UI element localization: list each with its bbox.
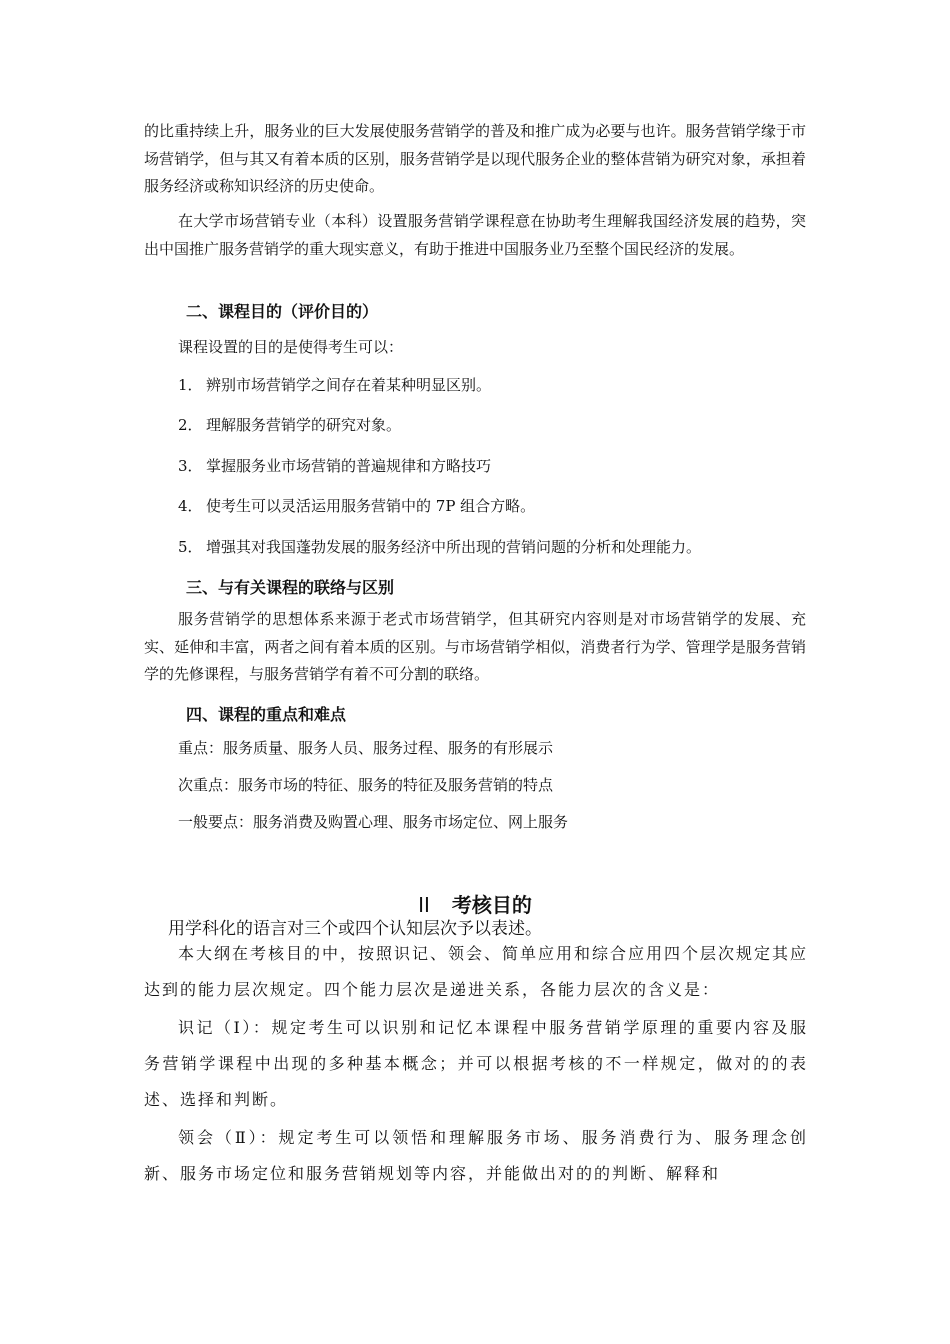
- list-item-text: 使考生可以灵活运用服务营销中的 7P 组合方略。: [206, 497, 536, 515]
- section-4-secondary-points: 次重点：服务市场的特征、服务的特征及服务营销的特点: [178, 776, 554, 794]
- section-2-heading: 二、课程目的（评价目的）: [186, 302, 379, 321]
- section-3-paragraph: 服务营销学的思想体系来源于老式市场营销学，但其研究内容则是对市场营销学的发展、充实、延伸和丰富，两者之间有着本质的区别。与市场营销学相似，消费者行为学、管理学是服务营销学的先修课程，与服务营销学有着不可分割的联络。: [144, 610, 806, 683]
- list-item-text: 理解服务营销学的研究对象。: [206, 416, 402, 434]
- list-item: [178, 495, 535, 517]
- part-2-title: [0, 892, 950, 918]
- section-3-heading: 三、与有关课程的联络与区别: [186, 578, 395, 597]
- list-item: [178, 414, 401, 436]
- list-item-text: 掌握服务业市场营销的普遍规律和方略技巧: [206, 457, 492, 475]
- part-2-lead: 用学科化的语言对三个或四个认知层次予以表述。: [168, 919, 542, 939]
- list-item-number: 3．: [178, 457, 203, 475]
- section-4-general-points: 一般要点：服务消费及购置心理、服务市场定位、网上服务: [178, 813, 569, 831]
- list-item-number: 5．: [178, 538, 203, 556]
- part-2-paragraph-1: 本大纲在考核目的中，按照识记、领会、简单应用和综合应用四个层次规定其应达到的能力层次规定。四个能力层次是递进关系，各能力层次的含义是：: [144, 944, 809, 999]
- part-2-paragraph-2: 识记（Ⅰ）：规定考生可以识别和记忆本课程中服务营销学原理的重要内容及服务营销学课程中出现的多种基本概念；并可以根据考核的不一样规定，做对的的表述、选择和判断。: [144, 1018, 808, 1109]
- part-2-paragraph-3: 领会（Ⅱ）：规定考生可以领悟和理解服务市场、服务消费行为、服务理念创新、服务市场定位和服务营销规划等内容，并能做出对的的判断、解释和: [144, 1128, 808, 1183]
- part-2-number: II: [418, 893, 430, 917]
- section-4-key-points: 重点：服务质量、服务人员、服务过程、服务的有形展示: [178, 739, 554, 757]
- part-2-title-text: 考核目的: [451, 893, 532, 917]
- intro-paragraph-1: 的比重持续上升，服务业的巨大发展使服务营销学的普及和推广成为必要与也许。服务营销学缘于市场营销学，但与其又有着本质的区别，服务营销学是以现代服务企业的整体营销为研究对象，承担着服务经济或称知识经济的历史使命。: [144, 122, 806, 195]
- list-item-number: 4．: [178, 497, 203, 515]
- list-item: [178, 455, 491, 477]
- section-4-heading: 四、课程的重点和难点: [186, 705, 347, 724]
- list-item-number: 1．: [178, 376, 203, 394]
- section-2-lead: 课程设置的目的是使得考生可以：: [178, 338, 404, 356]
- list-item-text: 增强其对我国蓬勃发展的服务经济中所出现的营销问题的分析和处理能力。: [206, 538, 702, 556]
- intro-paragraph-2: 在大学市场营销专业（本科）设置服务营销学课程意在协助考生理解我国经济发展的趋势，突出中国推广服务营销学的重大现实意义，有助于推进中国服务业乃至整个国民经济的发展。: [144, 212, 806, 258]
- list-item: [178, 536, 701, 558]
- list-item-text: 辨别市场营销学之间存在着某种明显区别。: [206, 376, 492, 394]
- list-item: [178, 374, 491, 396]
- list-item-number: 2．: [178, 416, 203, 434]
